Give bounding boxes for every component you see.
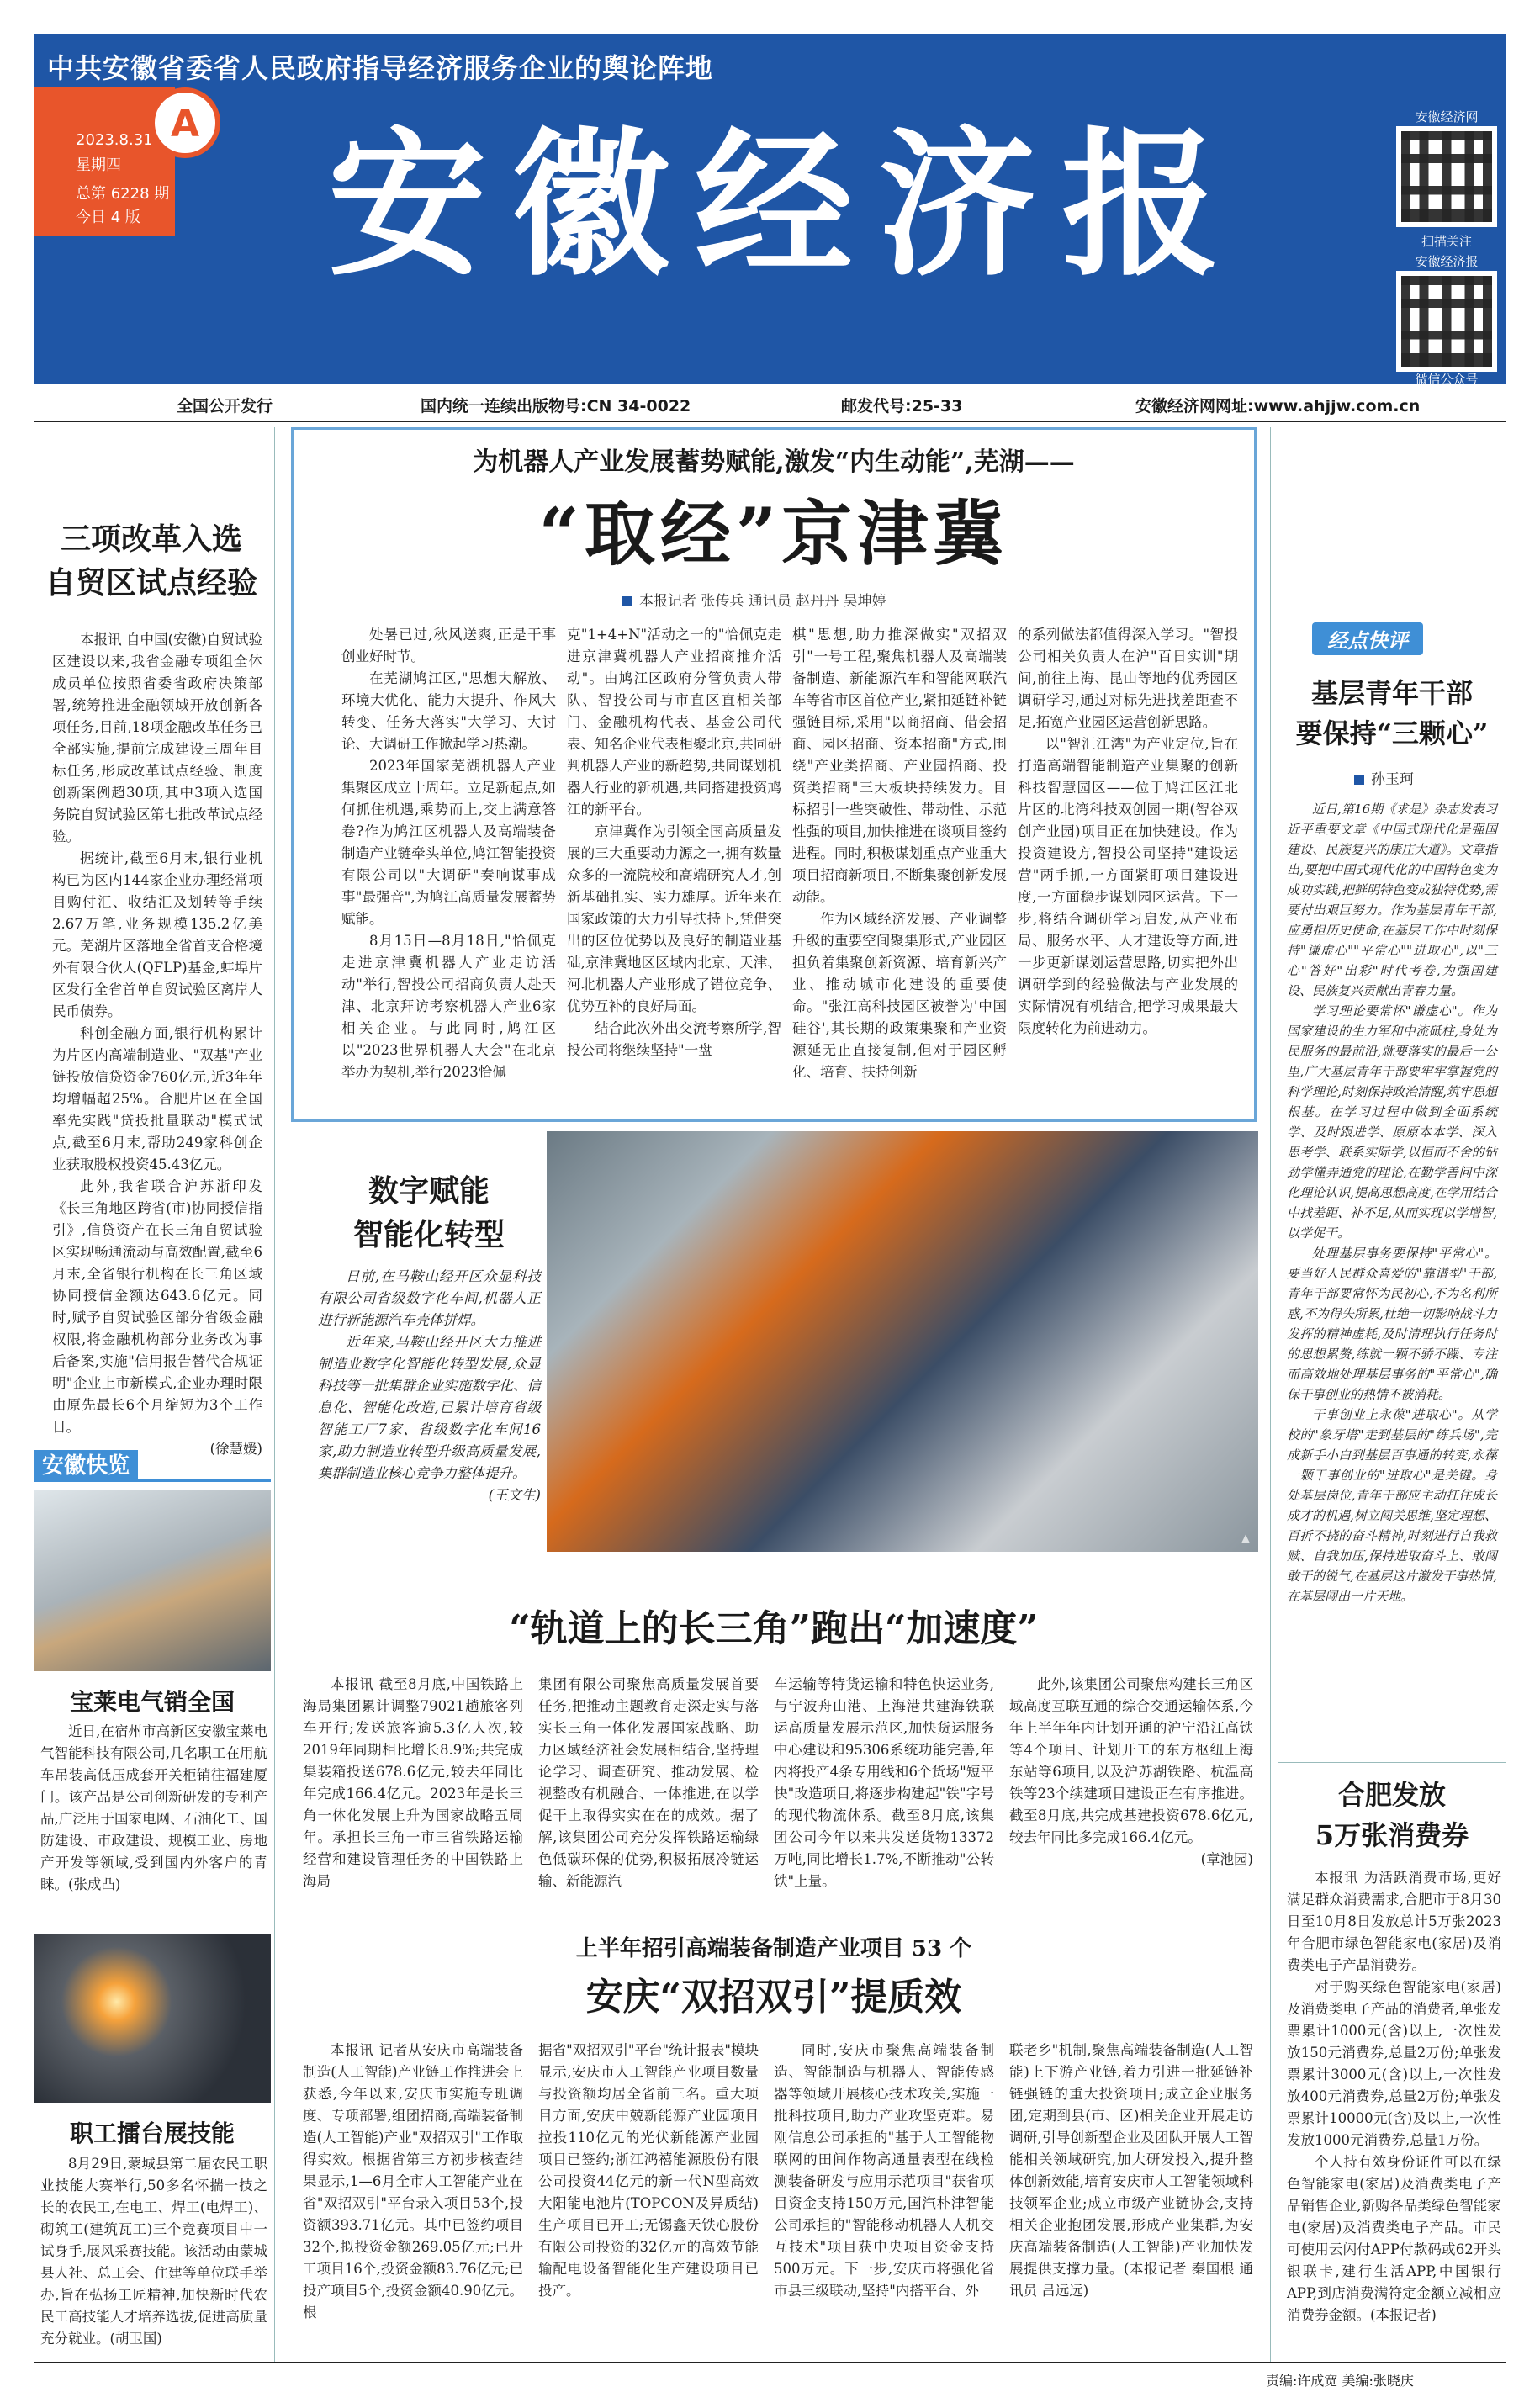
issue-number: 总第 6228 期 xyxy=(76,185,170,203)
robot-welding-photo xyxy=(547,1131,1258,1552)
hefei-headline xyxy=(1278,1775,1506,1855)
anqing-text: 同时,安庆市聚焦高端装备制造、智能制造与机器人、智能传感器等领域开展核心技术攻关,实施一批科技项目,助力产业攻坚克难。易刚信息公司承担的"基于人工智能物联网的田间作物高通量表型在线检测装备研发与应用示范项目"获省项目资金支持150万元,国汽朴津智能公司承担的"智能移动机器人人机交互技术"项目获中央项目资金支持500万元。下一步,安庆市将强化省市县三级联动,坚持"内搭平台、外 xyxy=(774,2042,994,2299)
header-rule xyxy=(34,421,1506,422)
anqing-text: 联老乡"机制,聚焦高端装备制造(人工智能)上下游产业链,着力引进一批延链补链强链的重大投资项目;成立企业服务团,定期到县(市、区)相关企业开展走访调研,引导创新型企业及团队开展人工智能相关领域研究,加大研发投入,提升整体创新效能,培育安庆市人工智能领域科技领军企业;成立市级产业链协会,支持相关企业抱团发展,形成产业集群,为安庆高端装备制造(人工智能)产业加快发展提供支撑力量。(本报记者 秦国根 通讯员 吕远远) xyxy=(1009,2042,1253,2299)
lead-column-1 xyxy=(341,624,556,1083)
lead-paragraph: 作为区域经济发展、产业调整升级的重要空间聚集形式,产业园区担负着集聚创新资源、培育新兴产业、推动城市化建设的重要使命。"张江高科技园区被誉为'中国硅谷',其长期的政策集聚和产业资源延无止直接复制,但对于园区孵化、培育、扶持创新 xyxy=(792,911,1007,1080)
left-article-body xyxy=(52,629,262,1460)
left-paragraph: 科创金融方面,银行机构累计为片区内高端制造业、"双基"产业链投放信贷资金760亿元,近3年年均增幅超25%。合肥片区在全国率先实践"贷投批量联动"模式试点,截至6月末,帮助249家科创企业获取股权投资45.43亿元。 xyxy=(52,1025,262,1172)
left-paragraph: 据统计,截至6月末,银行业机构已为区内144家企业办理经常项目购付汇、收结汇及划转等手续2.67万笔,业务规模135.2亿美元。芜湖片区落地全省首支合格境外有限合伙人(QFLP)基金,蚌埠片区发行全省首单自贸试验区离岸人民币债券。 xyxy=(52,850,262,1019)
rail-column-3 xyxy=(774,1674,994,1892)
digital-headline-line-2: 智能化转型 xyxy=(352,1217,505,1252)
anqing-column-4 xyxy=(1009,2040,1253,2302)
rail-text: 此外,该集团公司聚焦构建长三角区域高度互联互通的综合交通运输体系,今年上半年年内计划开通的沪宁沿江高铁等4个项目、计划开工的东方枢纽上海东站等6项目,以及沪苏湖铁路、杭温高铁等23个续建项目建设正在有序推进。截至8月底,共完成基建投资678.6亿元,较去年同比多完成166.4亿元。 xyxy=(1009,1676,1253,1845)
editor-credits: 责编:许成宽 美编:张晓庆 xyxy=(1266,2373,1414,2389)
lead-column-3 xyxy=(792,624,1007,1083)
issue-pages: 今日 4 版 xyxy=(76,209,140,226)
qr-code-website-icon xyxy=(1396,126,1497,227)
rail-credit: (章池园) xyxy=(1200,1851,1253,1867)
digital-text: 日前,在马鞍山经开区众显科技有限公司省级数字化车间,机器人正进行新能源汽车壳体拼焊。 xyxy=(318,1268,541,1328)
byline-square-icon xyxy=(622,596,632,606)
opinion-badge: 经点快评 xyxy=(1312,622,1423,655)
cn-number: 国内统一连续出版物号:CN 34-0022 xyxy=(421,397,691,415)
left-paragraph: 此外,我省联合沪苏浙印发《长三角地区跨省(市)协同授信指引》,信贷资产在长三角自贸试验区实现畅通流动与高效配置,截至6月末,全省银行机构在长三角区域协同授信金额达643.6亿元。同时,赋予自贸试验区部分省级金融权限,将金融机构部分业务改为事后备案,实施"信用报告替代合规证明"企业上市新模式,企业办理时限由原先最长6个月缩短为3个工作日。 xyxy=(52,1178,262,1435)
rail-text: 车运输等特货运输和特色快运业务,与宁波舟山港、上海港共建海铁联运高质量发展示范区,加快货运服务中心建设和95306系统功能完善,年内将投产4条专用线和6个货场"短平快"改造项目,将逐步构建起"铁"字号的现代物流体系。截至8月底,该集团公司今年以来共发送货物13372万吨,同比增长1.7%,不断推动"公转铁"上量。 xyxy=(774,1676,994,1889)
footer-rule xyxy=(34,2362,1506,2363)
opinion-author xyxy=(1354,767,1414,788)
lead-paragraph: 克"1+4+N"活动之一的"恰佩克走进京津冀机器人产业招商推介活动"。由鸠江区政府分管负责人带队、智投公司与市直区直相关部门、金融机构代表、基金公司代表、知名企业代表相聚北京,共同研判机器人产业的新趋势,共同谋划机器人行业的新机遇,共同搭建投资鸠江的新平台。 xyxy=(567,627,781,818)
left-headline-line-1: 三项改革入选 xyxy=(60,521,242,557)
anqing-column-1 xyxy=(303,2040,523,2324)
rail-headline: “轨道上的长三角”跑出“加速度” xyxy=(509,1607,1039,1650)
postal-code: 邮发代号:25-33 xyxy=(841,397,963,415)
anqing-headline: 安庆“双招双引”提质效 xyxy=(585,1976,962,2019)
anqing-text: 本报讯 记者从安庆市高端装备制造(人工智能)产业链工作推进会上获悉,今年以来,安庆市实施专班调度、专项部署,组团招商,高端装备制造(人工智能)产业"双招双引"工作取得实效。根据省第三方初步核查结果显示,1—6月全市人工智能产业在省"双招双引"平台录入项目53个,投资额393.71亿元。其中已签约项目32个,拟投资金额269.05亿元;已开工项目16个,投资金额83.76亿元;已投产项目5个,投资金额40.90亿元。根 xyxy=(303,2042,523,2321)
issue-date: 2023.8.31 xyxy=(76,131,153,149)
author-square-icon xyxy=(1354,775,1364,785)
hefei-paragraph: 对于购买绿色智能家电(家居)及消费类电子产品的消费者,单张发票累计1000元(含)以上,一次性发放150元消费券,总量2万份;单张发票累计3000元(含)以上,一次性发放400元消费券,总量2万份;单张发票累计10000元(含)及以上,一次性发放1000元消费券,总量1万份。 xyxy=(1287,1979,1501,2148)
opinion-paragraph: 干事创业上永葆"进取心"。从学校的"象牙塔"走到基层的"练兵场",完成新手小白到基层百事通的转变,永葆一颗干事创业的"进取心"是关键。身处基层岗位,青年干部应主动扛住成长成才的机遇,树立闯关思维,坚定理想、百折不挠的奋斗精神,时刻进行自我救赎、自我加压,保持进取奋斗上、敢闯敢干的锐气,在基层这片激发干事热情,在基层闯出一片天地。 xyxy=(1287,1407,1497,1604)
hefei-headline-line-2: 5万张消费券 xyxy=(1315,1819,1469,1851)
hefei-headline-line-1: 合肥发放 xyxy=(1337,1779,1446,1811)
publication-info-bar xyxy=(34,389,1506,419)
item1-title: 宝莱电气销全国 xyxy=(69,1688,235,1716)
right-column-divider xyxy=(1270,427,1271,2362)
opinion-paragraph: 学习理论要常怀"谦虚心"。作为国家建设的生力军和中流砥柱,身处为民服务的最前沿,就要落实的最后一公里,广大基层青年干部要牢牢掌握党的科学理论,时刻保持政治清醒,筑牢思想根基。在学习过程中做到全面系统学、及时跟进学、原原本本学、深入思考学、联系实际学,以恒而不舍的钻劲学懂弄通党的理论,在勤学善问中深化理论认识,提高思想高度,在学用结合中找差距、补不足,从而实现以学增智,以学促干。 xyxy=(1287,1003,1497,1241)
item2-text: 8月29日,蒙城县第二届农民工职业技能大赛举行,50多名怀揣一技之长的农民工,在电工、焊工(电焊工)、砌筑工(建筑瓦工)三个竞赛项目中一试身手,展风采赛技能。该活动由蒙城县人社、总工会、住建等单位联手举办,旨在弘扬工匠精神,加快新时代农民工高技能人才培养选拔,促进高质量充分就业。(胡卫国) xyxy=(40,2156,267,2347)
author-name: 孙玉珂 xyxy=(1371,771,1414,788)
left-paragraph: 本报讯 自中国(安徽)自贸试验区建设以来,我省金融专项组全体成员单位按照省委省政府决策部署,统筹推进金融领域开放创新各项任务,目前,18项金融改革任务已全部实施,提前完成建设三周年目标任务,形成改革试点经验、制度创新案例超30项,其中3项入选国务院自贸试验区第七批改革试点经验。 xyxy=(52,632,262,844)
lead-byline xyxy=(622,589,886,610)
website-address: 安徽经济网网址:www.ahjjw.com.cn xyxy=(1135,397,1421,415)
lead-paragraph: 京津冀作为引领全国高质量发展的三大重要动力源之一,拥有数量众多的一流院校和高端研究人才,创新基础扎实、实力雄厚。近年来在国家政策的大力引导扶持下,凭借突出的区位优势以及良好的制造业基础,京津冀地区区域内北京、天津、河北机器人产业形成了错位竞争、优势互补的良好局面。 xyxy=(567,823,781,1014)
distribution-label: 全国公开发行 xyxy=(177,397,273,415)
left-headline xyxy=(34,517,269,605)
kuaibao-label: 安徽快览 xyxy=(34,1450,138,1482)
digital-credit: (王文生) xyxy=(488,1487,541,1503)
anqing-subtitle: 上半年招引高端装备制造产业项目 53 个 xyxy=(575,1936,972,1961)
hefei-body xyxy=(1287,1867,1501,2326)
left-headline-line-2: 自贸区试点经验 xyxy=(45,565,257,601)
digital-text: 近年来,马鞍山经开区大力推进制造业数字化智能化转型发展,众显科技等一批集群企业实施数字化、信息化、智能化改造,已累计培育省级智能工厂7家、省级数字化车间16家,助力制造业转型升级高质量发展,集群制造业核心竞争力整体提升。 xyxy=(318,1334,541,1481)
item1-text: 近日,在宿州市高新区安徽宝莱电气智能科技有限公司,几名职工在用航车吊装高低压成套开关柜销往福建厦门。该产品是公司创新研发的专利产品,广泛用于国家电网、石油化工、国防建设、市政建设、规模工业、房地产开发等领域,受到国内外客户的青睐。(张成凸) xyxy=(40,1723,267,1892)
item2-body xyxy=(40,2153,267,2350)
lead-paragraph: 以"智汇江湾"为产业定位,旨在打造高端智能制造产业集聚的创新科技智慧园区——位于鸠江区江北片区的北湾科技双创园一期(智谷双创产业园)项目正在加快建设。作为投资建设方,智投公司坚持"建设运营"两手抓,一方面紧盯项目建设进度,一方面稳步谋划园区运营。下一步,将结合调研学习启发,从产业布局、服务水平、人才建设等方面,进一步更新谋划运营思路,切实把外出调研学到的经验做法与产业发展的实际情况有机结合,把学习成果最大限度转化为前进动力。 xyxy=(1018,736,1238,1036)
rail-column-2 xyxy=(538,1674,759,1892)
qr-wechat-action: 微信公众号 xyxy=(1415,372,1479,387)
anqing-column-2 xyxy=(538,2040,759,2302)
lead-title: “取经”京津冀 xyxy=(538,492,1009,575)
qr-website-action: 扫描关注 xyxy=(1421,234,1472,249)
digital-headline-line-1: 数字赋能 xyxy=(368,1173,490,1209)
lead-paragraph: 在芜湖鸠江区,"思想大解放、环境大优化、能力大提升、作风大转变、任务大落实"大学习、大讨论、大调研工作掀起学习热潮。 xyxy=(341,670,556,752)
lead-paragraph: 8月15日—8月18日,"恰佩克走进京津冀机器人产业走访活动"举行,智投公司招商负责人赴天津、北京拜访考察机器人产业6家相关企业。与此同时,鸠江区以"2023世界机器人大会"在北京举办为契机,举行2023恰佩 xyxy=(341,933,556,1080)
lead-paragraph: 的系列做法都值得深入学习。"智投公司相关负责人在沪"百日实训"期间,前往上海、昆山等地的优秀园区调研学习,通过对标先进找差距查不足,拓宽产业园区运营创新思路。 xyxy=(1018,627,1238,730)
qr-wechat-caption: 安徽经济报 xyxy=(1415,254,1479,269)
byline-text: 本报记者 张传兵 通讯员 赵丹丹 吴坤婷 xyxy=(639,593,886,610)
rail-text: 本报讯 截至8月底,中国铁路上海局集团累计调整79021趟旅客列车开行;发送旅客逾5.3亿人次,较2019年同期相比增长8.9%;共完成集装箱投送678.6亿元,较去年同比年完成166.4亿元。2023年是长三角一体化发展上升为国家战略五周年。承担长三角一市三省铁路运输经营和建设管理任务的中国铁路上海局 xyxy=(303,1676,523,1889)
lead-column-4 xyxy=(1018,624,1238,1040)
rail-column-1 xyxy=(303,1674,523,1892)
newspaper-logo xyxy=(150,87,220,158)
left-column-divider xyxy=(274,427,275,2362)
logo-letter: A xyxy=(170,103,200,146)
opinion-headline-line-1: 基层青年干部 xyxy=(1310,677,1473,709)
opinion-headline-line-2: 要保持“三颗心” xyxy=(1295,717,1489,749)
hefei-paragraph: 个人持有效身份证件可以在绿色智能家电(家居)及消费类电子产品销售企业,新购各品类绿色智能家电(家居)及消费类电子产品。市民可使用云闪付APP付款码或62开头银联卡,建行生活APP,中国银行APP,到店消费满符定金额立减相应消费券金额。(本报记者) xyxy=(1287,2154,1501,2323)
lead-paragraph: 处暑已过,秋风送爽,正是干事创业好时节。 xyxy=(341,627,556,664)
opinion-paragraph: 处理基层事务要保持"平常心"。要当好人民群众喜爱的"靠谱型"干部,青年干部要常怀为民初心,不为名利所惑,不为得失所累,杜绝一切影响战斗力发挥的精神虚耗,及时清理执行任务时的思想累赘,练就一颗不骄不躁、专注而高效地处理基层事务的"平常心",确保干事创业的热情不被消耗。 xyxy=(1287,1246,1497,1402)
rail-column-4 xyxy=(1009,1674,1253,1871)
opinion-headline xyxy=(1278,673,1506,754)
lead-subtitle: 为机器人产业发展蓄势赋能,激发“内生动能”,芜湖—— xyxy=(473,447,1075,477)
rail-text: 集团有限公司聚焦高质量发展首要任务,把推动主题教育走深走实与落实长三角一体化发展国家战略、助力区域经济社会发展相结合,坚持理论学习、调查研究、推动发展、检视整改有机融合、一体推进,在以学促干上取得实实在在的成效。据了解,该集团公司充分发挥铁路运输绿色低碳环保的优势,积极拓展冷链运输、新能源汽 xyxy=(538,1676,759,1889)
kuaibao-header xyxy=(34,1448,271,1482)
lead-paragraph: 棋"思想,助力推深做实"双招双引"一号工程,聚焦机器人及高端装备制造、新能源汽车和智能网联汽车等省市区首位产业,紧扣延链补链强链目标,采用"以商招商、借会招商、园区招商、资本招商"方式,围绕"产业类招商、产业园招商、投资类招商"三大板块持续发力。目标招引一些突破性、带动性、示范性强的项目,加快推进在谈项目签约进程。同时,积极谋划重点产业重大项目招商新项目,不断集聚创新发展动能。 xyxy=(792,627,1007,905)
factory-photo xyxy=(34,1490,271,1671)
left-credit: (徐慧媛) xyxy=(209,1441,262,1457)
masthead-title: 安徽经济报 xyxy=(328,112,1245,298)
photo-marker-icon: ▲ xyxy=(1241,1532,1250,1545)
qr-code-wechat-icon xyxy=(1396,271,1497,372)
opinion-body xyxy=(1287,799,1497,1606)
issue-weekday: 星期四 xyxy=(76,156,121,174)
right-divider xyxy=(1278,1762,1506,1763)
lead-column-2 xyxy=(567,624,781,1061)
lead-paragraph: 结合此次外出交流考察所学,智投公司将继续坚持"一盘 xyxy=(567,1020,781,1058)
masthead-slogan: 中共安徽省委省人民政府指导经济服务企业的舆论阵地 xyxy=(47,52,714,84)
item1-body xyxy=(40,1721,267,1896)
lead-paragraph: 2023年国家芜湖机器人产业集聚区成立十周年。立足新起点,如何抓住机遇,乘势而上,交上满意答卷?作为鸠江区机器人及高端装备制造产业链牵头单位,鸠江智能投资有限公司以"大调研"奏响谋事成事"最强音",为鸠江高质量发展蓄势赋能。 xyxy=(341,758,556,927)
welding-photo xyxy=(34,1934,271,2103)
digital-headline xyxy=(303,1169,555,1257)
hefei-paragraph: 本报讯 为活跃消费市场,更好满足群众消费需求,合肥市于8月30日至10月8日发放总计5万张2023年合肥市绿色智能家电(家居)及消费类电子产品消费券。 xyxy=(1287,1870,1501,1973)
anqing-text: 据省"双招双引"平台"统计报表"模块显示,安庆市人工智能产业项目数量与投资额均居全省前三名。重大项目方面,安庆中兢新能源产业园项目拉投110亿元的光伏新能源产业园项目已签约;浙江鸿禧能源股份有限公司投资44亿元的新一代N型高效大阳能电池片(TOPCON及异质结)生产项目已开工;无锡鑫天铁心股份有限公司投资的32亿元的高效节能输配电设备智能化生产建设项目已投产。 xyxy=(538,2042,759,2299)
opinion-paragraph: 近日,第16期《求是》杂志发表习近平重要文章《中国式现代化是强国建设、民族复兴的康庄大道》。文章指出,要把中国式现代化的中国特色变为成功实践,把鲜明特色变成独特优势,需要付出艰巨努力。作为基层青年干部,应勇担历史使命,在基层工作中时刻保持"谦虚心""平常心""进取心",以"三心"答好"出彩"时代考卷,为强国建设、民族复兴贡献出青春力量。 xyxy=(1287,802,1497,998)
item2-title: 职工擂台展技能 xyxy=(69,2120,235,2147)
anqing-column-3 xyxy=(774,2040,994,2302)
qr-website-caption: 安徽经济网 xyxy=(1415,109,1479,124)
digital-caption xyxy=(318,1266,541,1506)
